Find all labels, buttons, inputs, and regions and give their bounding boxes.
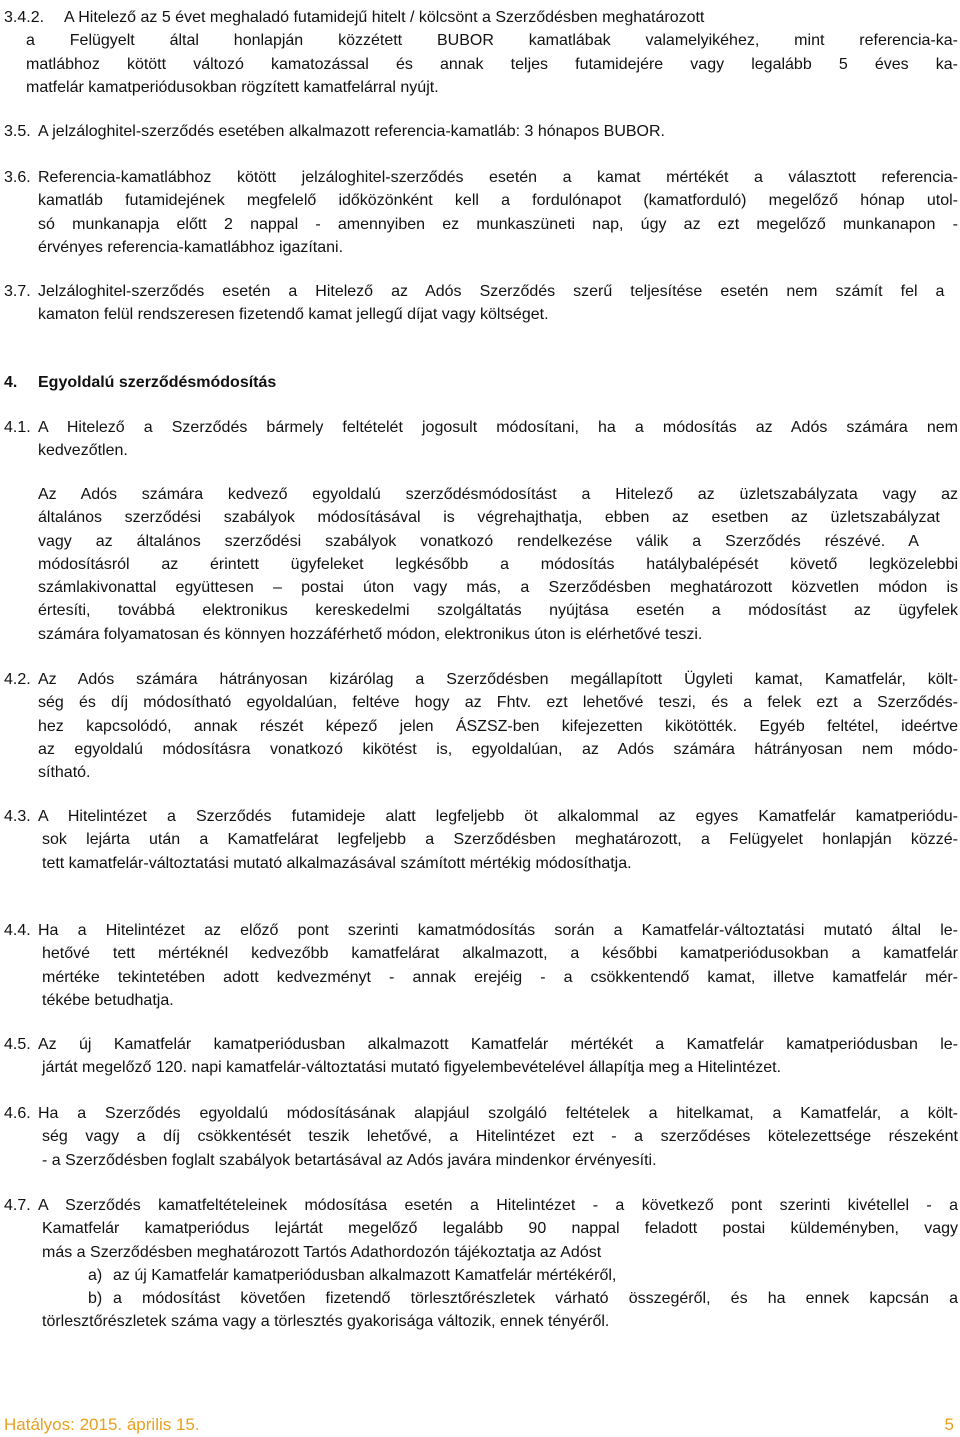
clause-line: matfelár kamatperiódusokban rögzített kamatfelárral nyújt.: [26, 78, 439, 96]
clause-4-6: [4, 1102, 958, 1172]
clause-line: értesíti, továbbá elektronikus kereskedelmi szolgáltatás nyújtása esetén a módosítást az ügyfelek: [38, 602, 958, 620]
clause-line: Ha a Hitelintézet az előző pont szerinti kamatmódosítás során a Kamatfelár-változtatási mutató által le-: [38, 922, 958, 939]
clause-line: Referencia-kamatlábhoz kötött jelzáloghitel-szerződés esetén a kamat mértékét a választott referencia-: [38, 169, 958, 186]
clause-line: hetővé tett mértéknél kedvezőbb kamatfelárat alkalmazott, a későbbi kamatperiódusokban a kamatfelár: [42, 945, 958, 963]
clause-number: 4.3.: [4, 808, 31, 825]
subitem-b: [42, 1287, 958, 1334]
subitem-line: a módosítást követően fizetendő törlesztőrészletek várható összegéről, és ha ennek kapcsán a: [113, 1290, 958, 1307]
clause-line: A Hitelező a Szerződés bármely feltételét jogosult módosítani, ha a módosítás az Adós számára nem: [38, 419, 958, 436]
clause-number: 4.7.: [4, 1197, 31, 1214]
subitem-line: törlesztőrészletek száma vagy a törlesztés gyakorisága változik, ennek tényéről.: [42, 1313, 610, 1331]
clause-line: matlábhoz kötött változó kamatozással és annak teljes futamidejére vagy legalább 5 éves ka-: [26, 55, 958, 73]
clause-line: általános szerződési szabályok módosításával is végrehajthatja, ebben az esetben az üzletszabályzat: [38, 509, 940, 527]
clause-4-3: [4, 805, 958, 875]
section-heading: [4, 371, 276, 394]
clause-line: módosításról az érintett ügyfeleket legkésőbb a módosítás hatálybalépését követő legközelebbi: [38, 555, 958, 573]
clause-line: ség és díj módosítható egyoldalúan, feltéve hogy az Fhtv. ezt lehetővé teszi, és a felek ezt a Szerződés-: [38, 694, 958, 712]
section-title: Egyoldalú szerződésmódosítás: [38, 374, 277, 391]
subitem-label: b): [88, 1290, 103, 1307]
clause-line: Kamatfelár kamatperiódus lejártát megelőző legalább 90 nappal feladott postai küldeményben, vagy: [42, 1220, 958, 1238]
clause-4-1: [4, 416, 958, 463]
clause-line: Jelzáloghitel-szerződés esetén a Hitelező az Adós Szerződés szerű teljesítése esetén nem számít fel a: [38, 283, 945, 300]
subitem-a: [88, 1264, 958, 1287]
clause-line: sok lejárta után a Kamatfelárat legfeljebb a Szerződésben meghatározott, a Felügyelet honlapján közzé-: [42, 831, 958, 849]
clause-line: A Hitelintézet a Szerződés futamideje alatt legfeljebb öt alkalommal az egyes Kamatfelár kamatperiódu-: [38, 808, 958, 825]
section-number: 4.: [4, 374, 18, 391]
clause-line: Az Adós számára kedvező egyoldalú szerződésmódosítást a Hitelező az üzletszabályzata vagy az: [38, 486, 958, 503]
clause-line: az egyoldalú módosításra vonatkozó kikötést is, egyoldalúan, az Adós számára hátrányosan nem módo-: [38, 740, 958, 758]
clause-number: 4.5.: [4, 1036, 31, 1053]
subitem-label: a): [88, 1267, 103, 1284]
clause-4-4: [4, 919, 958, 1012]
clause-4-7: [4, 1194, 958, 1264]
clause-number: 3.6.: [4, 169, 31, 186]
clause-3-4-2: [4, 6, 958, 99]
clause-line: A jelzáloghitel-szerződés esetében alkalmazott referencia-kamatláb: 3 hónapos BUBOR.: [38, 123, 665, 140]
clause-4-1-paragraph: [38, 483, 958, 646]
effective-date-footer: Hatályos: 2015. április 15.: [4, 1415, 200, 1434]
clause-line: vagy az általános szerződési szabályok vonatkozó rendelkezése válik a Szerződés részévé. A: [38, 532, 919, 550]
clause-line: kamatláb futamidejének megfelelő időközönként kell a fordulónapot (kamatforduló) megelőző hónap utol-: [38, 192, 958, 210]
clause-line: sítható.: [38, 764, 91, 782]
clause-4-2: [4, 668, 958, 784]
clause-line: a Felügyelt által honlapján közzétett BUBOR kamatlábak valamelyikéhez, mint referencia-ka-: [26, 32, 958, 50]
clause-4-5: [4, 1033, 958, 1080]
clause-line: Az új Kamatfelár kamatperiódusban alkalmazott Kamatfelár mértékét a Kamatfelár kamatperiódusban le-: [38, 1036, 958, 1053]
page-number: 5: [944, 1415, 954, 1434]
clause-line: jártát megelőző 120. napi kamatfelár-változtatási mutató figyelembevételével állapítja meg a Hitelintézet.: [42, 1059, 782, 1077]
clause-line: kedvezőtlen.: [38, 442, 128, 460]
clause-number: 4.4.: [4, 922, 31, 939]
clause-line: érvényes referencia-kamatlábhoz igazítani.: [38, 238, 344, 256]
clause-line: Az Adós számára hátrányosan kizárólag a Szerződésben megállapított Ügyleti kamat, Kamatfelár, költ-: [38, 671, 958, 688]
clause-line: tett kamatfelár-változtatási mutató alkalmazásával számított mértékig módosíthatja.: [42, 854, 632, 872]
clause-line: más a Szerződésben meghatározott Tartós Adathordozón tájékoztatja az Adóst: [42, 1243, 602, 1261]
clause-line: só munkanapja előtt 2 nappal - amennyiben ez munkaszüneti nap, úgy az ezt megelőző munkanapon -: [38, 215, 958, 233]
clause-line: - a Szerződésben foglalt szabályok betartásával az Adós javára mindenkor érvényesíti.: [42, 1151, 657, 1169]
subitem-line: az új Kamatfelár kamatperiódusban alkalmazott Kamatfelár mértékéről,: [113, 1267, 617, 1284]
clause-line: hez kapcsolódó, annak részét képező jelen ÁSZSZ-ben kifejezetten kikötötték. Egyéb feltétel, ideértve: [38, 717, 958, 735]
clause-line: ség vagy a díj csökkentését teszik lehetővé, a Hitelintézet ezt - a szerződéses kötelezettsége részeként: [42, 1128, 958, 1146]
clause-number: 3.4.2.: [4, 9, 45, 26]
clause-3-7: [4, 280, 958, 327]
clause-line: kamaton felül rendszeresen fizetendő kamat jellegű díjat vagy költséget.: [38, 306, 549, 324]
clause-3-6: [4, 166, 958, 259]
clause-line: tékébe betudhatja.: [42, 991, 174, 1009]
clause-line: mértéke tekintetében adott kedvezményt - annak erejéig - a csökkentendő kamat, illetve kamatfelár mér-: [42, 968, 958, 986]
clause-line: A Szerződés kamatfeltételeinek módosítása esetén a Hitelintézet - a következő pont szerinti kivétellel - a: [38, 1197, 958, 1214]
clause-number: 4.1.: [4, 419, 31, 436]
clause-number: 3.5.: [4, 123, 31, 140]
clause-number: 4.2.: [4, 671, 31, 688]
clause-line: Ha a Szerződés egyoldalú módosításának alapjául szolgáló feltételek a hitelkamat, a Kamatfelár, a költ-: [38, 1105, 958, 1122]
clause-number: 3.7.: [4, 283, 31, 300]
clause-number: 4.6.: [4, 1105, 31, 1122]
clause-line: számlakivonattal együttesen – postai úton vagy más, a Szerződésben meghatározott közvetlen módon is: [38, 579, 958, 597]
clause-line: számára folyamatosan és könnyen hozzáférhető módon, elektronikus úton is elérhetővé teszi.: [38, 625, 703, 643]
clause-line: A Hitelező az 5 évet meghaladó futamidejű hitelt / kölcsönt a Szerződésben meghatározott: [64, 9, 705, 26]
clause-3-5: [4, 120, 958, 143]
